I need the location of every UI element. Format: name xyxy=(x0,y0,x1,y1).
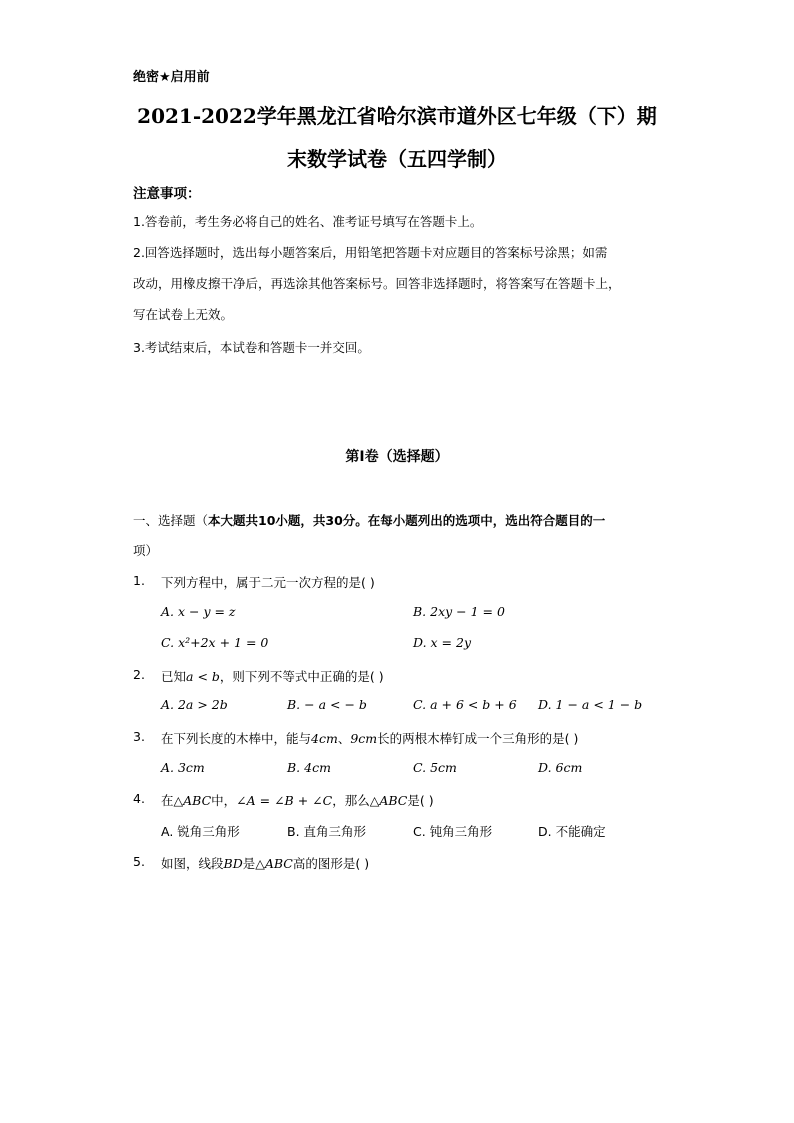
question-text-pre: 在下列长度的木棒中，能与 xyxy=(161,731,312,746)
option-a: A. 2a > 2b xyxy=(161,697,228,712)
part-prefix: 一、选择题（ xyxy=(133,513,209,528)
question-number: 1. xyxy=(133,573,145,588)
option-b: B. − a < − b xyxy=(287,697,367,712)
question-text xyxy=(161,667,384,685)
question-text-mid: 、 xyxy=(337,731,351,746)
question-math: a < b xyxy=(186,669,220,684)
part-heading xyxy=(133,511,605,529)
question-text: 下列方程中，属于二元一次方程的是( ) xyxy=(161,575,375,590)
question-text-post: 是( ) xyxy=(407,793,434,808)
question-math: △ABC xyxy=(173,793,212,808)
option-d: D. 6cm xyxy=(538,760,583,775)
option-b: B. 直角三角形 xyxy=(287,824,367,839)
part-heading-line2: 项） xyxy=(133,543,159,558)
notice-item-2-line2: 改动，用橡皮擦干净后，再选涂其他答案标号。回答非选择题时，将答案写在答题卡上， xyxy=(133,276,621,291)
option-a: A. 3cm xyxy=(161,760,205,775)
section-title: 第Ⅰ卷（选择题） xyxy=(345,449,449,465)
notice-item-3: 3.考试结束后，本试卷和答题卡一并交回。 xyxy=(133,340,370,355)
option-c: C. 钝角三角形 xyxy=(413,824,493,839)
question-math: 4cm xyxy=(311,731,338,746)
option-c: C. 5cm xyxy=(413,760,457,775)
question-text-post: ，则下列不等式中正确的是( ) xyxy=(219,669,384,684)
question-text-mid: 是 xyxy=(242,856,256,871)
question-text-pre: 如图，线段 xyxy=(161,856,224,871)
question-text xyxy=(161,729,578,747)
option-c: C. a + 6 < b + 6 xyxy=(413,697,517,712)
question-math: 9cm xyxy=(350,731,378,746)
question-number: 2. xyxy=(133,667,145,682)
option-d: D. x = 2y xyxy=(413,635,472,650)
question-text-mid: 中， xyxy=(211,793,237,808)
part-description: 本大题共10小题，共30分。在每小题列出的选项中，选出符合题目的一 xyxy=(208,513,606,528)
question-math: BD xyxy=(223,856,243,871)
option-d: D. 1 − a < 1 − b xyxy=(538,697,643,712)
question-text xyxy=(161,791,434,809)
notice-item-2-line1: 2.回答选择题时，选出每小题答案后，用铅笔把答题卡对应题目的答案标号涂黑；如需 xyxy=(133,245,608,260)
question-text-post: 长的两根木棒钉成一个三角形的是( ) xyxy=(377,731,579,746)
question-number: 3. xyxy=(133,729,145,744)
question-math: ∠A = ∠B + ∠C xyxy=(236,793,333,808)
question-text-pre: 在 xyxy=(161,793,174,808)
question-math: △ABC xyxy=(255,856,293,871)
exam-title-line1: 2021-2022学年黑龙江省哈尔滨市道外区七年级（下）期 xyxy=(137,104,657,128)
option-c: C. x²+2x + 1 = 0 xyxy=(161,635,269,650)
option-a: A. x − y = z xyxy=(161,604,236,619)
question-text-mid: ，那么 xyxy=(332,793,370,808)
exam-title-line2: 末数学试卷（五四学制） xyxy=(287,147,507,171)
notice-item-2-line3: 写在试卷上无效。 xyxy=(133,307,234,322)
question-math: △ABC xyxy=(369,793,408,808)
option-a: A. 锐角三角形 xyxy=(161,824,240,839)
notice-item-1: 1.答卷前，考生务必将自己的姓名、准考证号填写在答题卡上。 xyxy=(133,214,483,229)
question-text xyxy=(161,854,369,872)
option-b: B. 2xy − 1 = 0 xyxy=(413,604,505,619)
question-text-pre: 已知 xyxy=(161,669,187,684)
option-b: B. 4cm xyxy=(287,760,331,775)
option-d: D. 不能确定 xyxy=(538,824,606,839)
question-number: 5. xyxy=(133,854,145,869)
secret-mark: 绝密★启用前 xyxy=(133,70,210,85)
question-text-post: 高的图形是( ) xyxy=(292,856,370,871)
question-number: 4. xyxy=(133,791,145,806)
notice-heading: 注意事项： xyxy=(133,186,201,202)
